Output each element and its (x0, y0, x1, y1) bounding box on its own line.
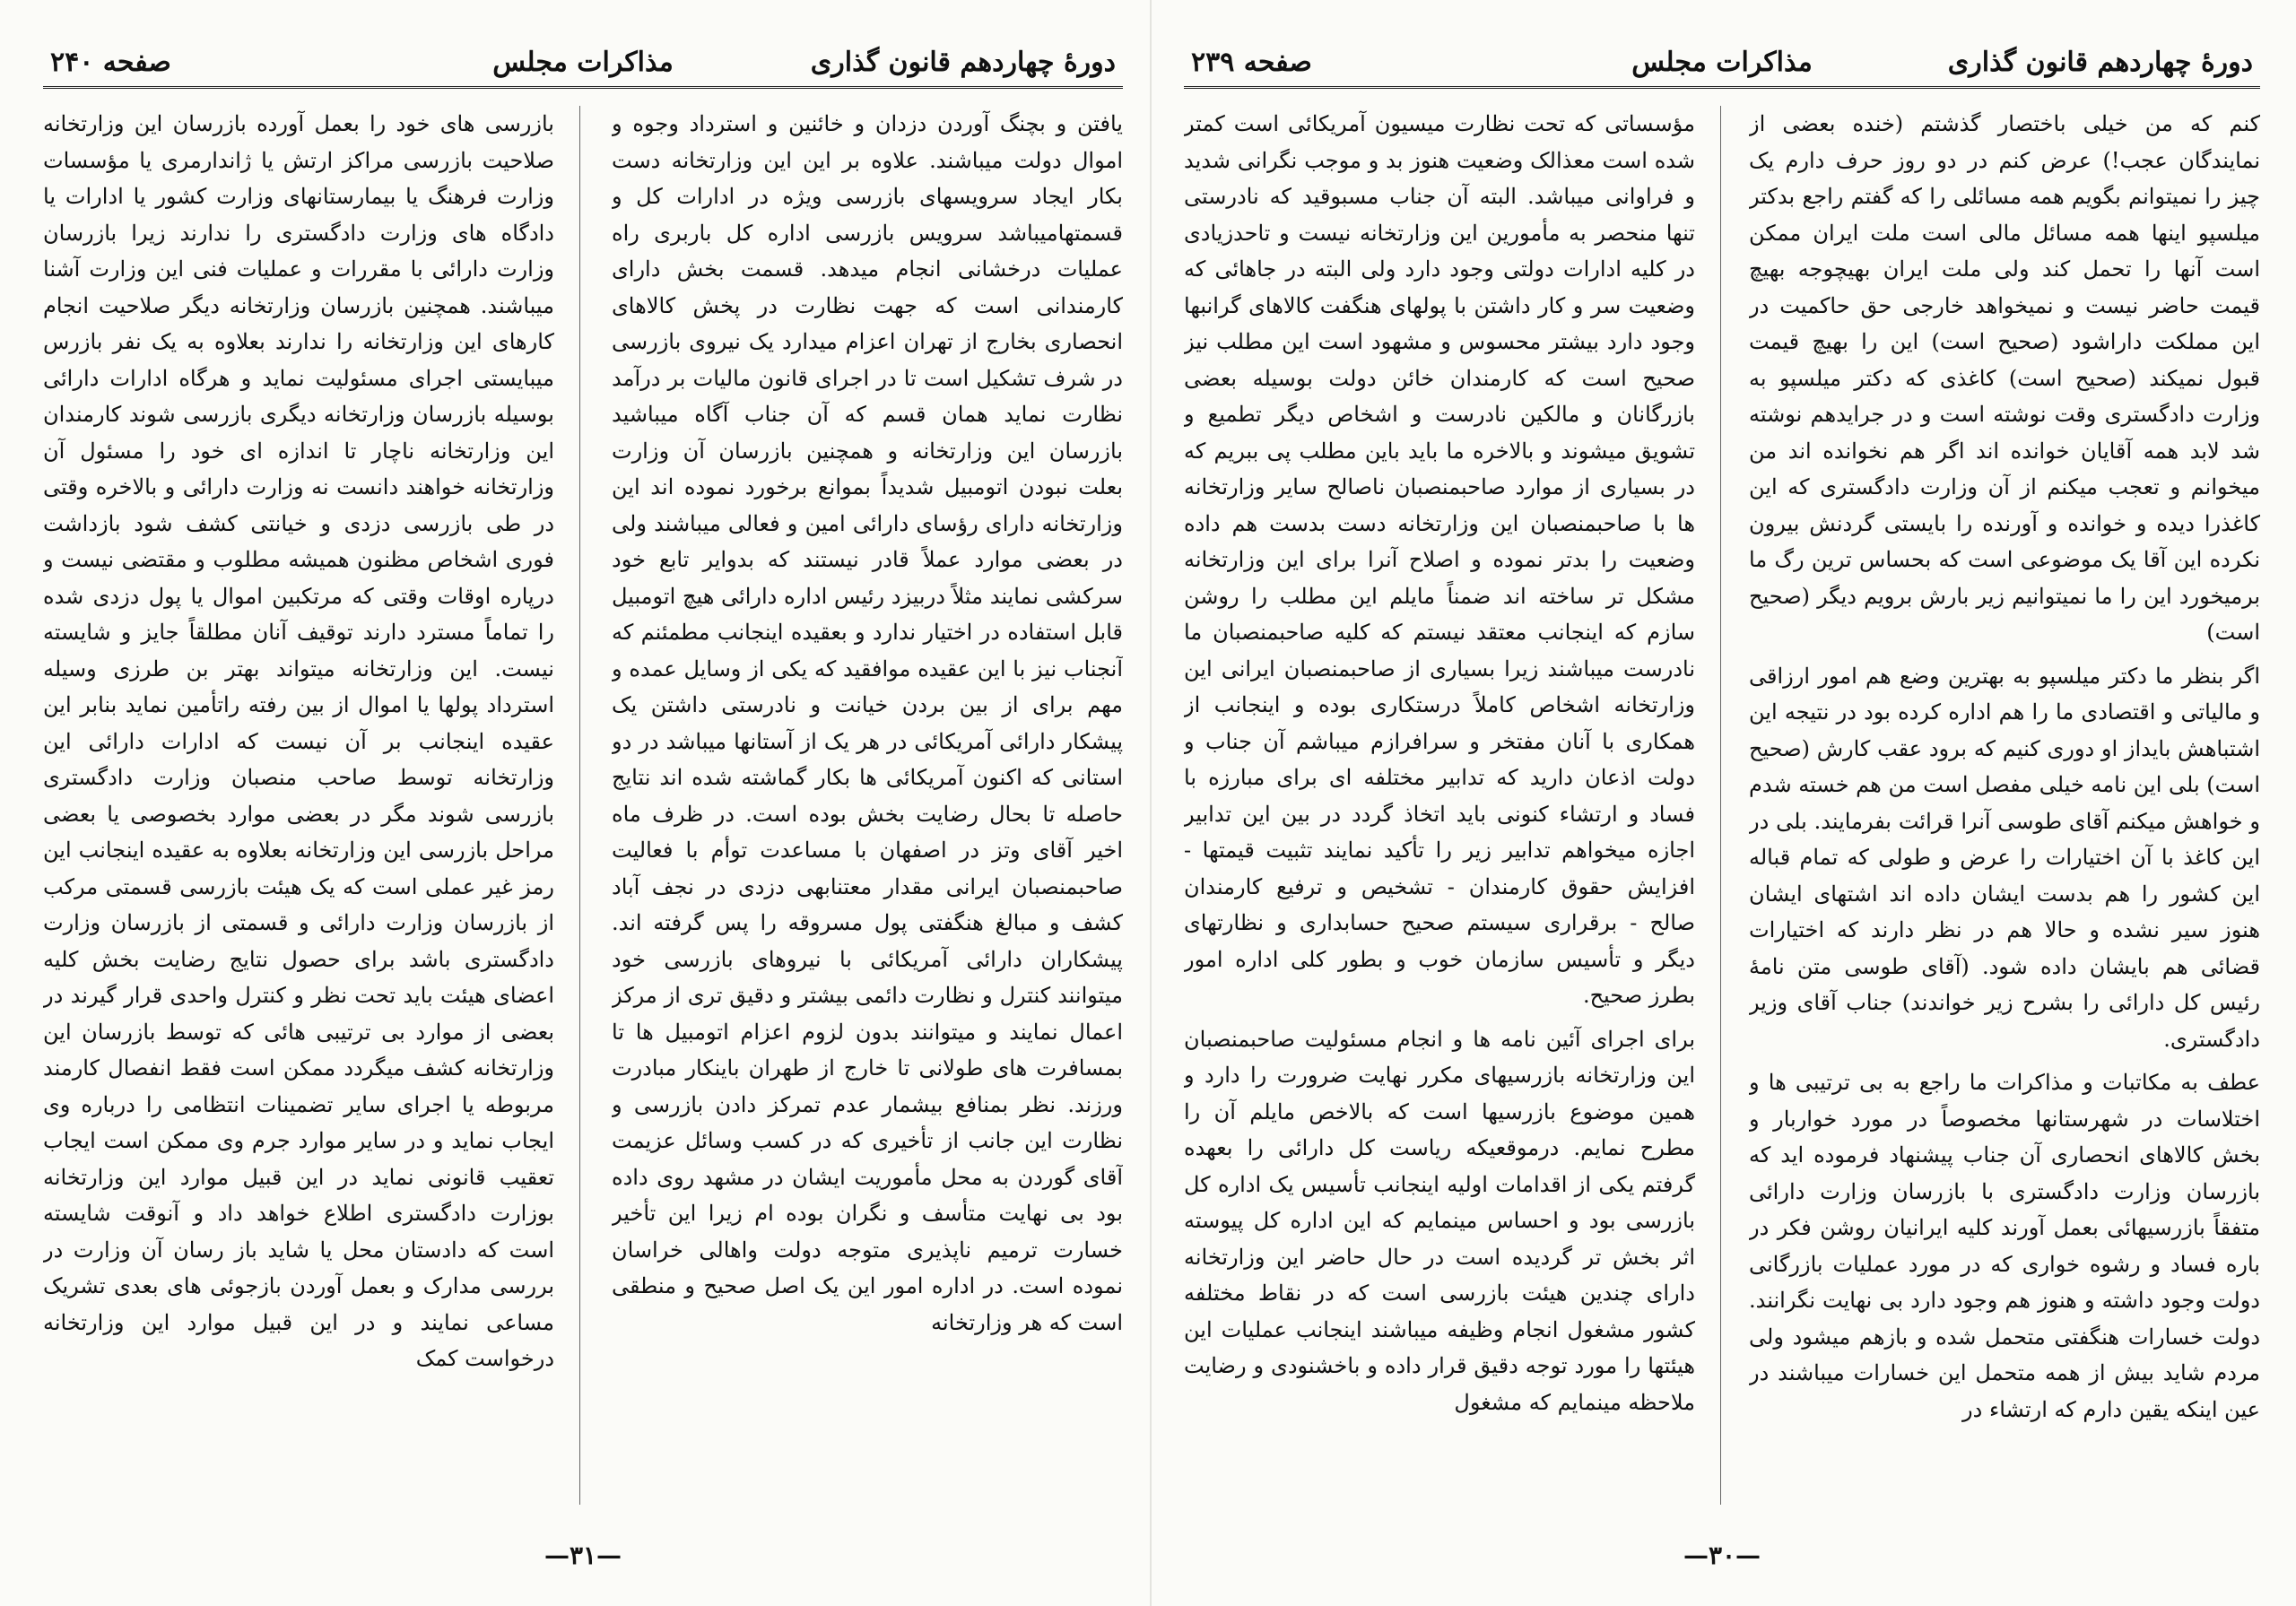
section-title: مذاکرات مجلس (1631, 47, 1813, 78)
binding-gutter (1150, 0, 1152, 1606)
column-left (43, 106, 554, 1505)
column-divider (1720, 106, 1721, 1505)
page-label: صفحه ۲۴۰ (50, 47, 171, 78)
page-label: صفحه ۲۳۹ (1191, 47, 1312, 78)
page-number: —۳۱— (544, 1541, 622, 1570)
column-divider (579, 106, 580, 1505)
paragraph: مؤسساتی که تحت نظارت میسیون آمریکائی است کمتر شده است معذالک وضعیت هنوز بد و موجب نگرانی شدید و فراوانی میباشد. البته آن جناب مسبوقید که نادرستی تنها منحصر به مأمورین این وزارتخانه نیست و تاحدزیادی در کلیه ادارات دولتی وجود دارد ولی البته در جاهائی که وضعیت سر و کار داشتن با پولهای هنگفت کالاهای گرانبها وجود دارد بیشتر محسوس و مشهود است این مطلب نیز صحیح است که کارمندان خائن دولت بوسیله بعضی بازرگانان و مالکین نادرست و اشخاص دیگر تطمیع و تشویق میشوند و بالاخره ما باید باین مطلب پی ببریم که در بسیاری از موارد صاحبمنصبان ناصالح سایر وزارتخانه ها با صاحبمنصبان این وزارتخانه دست بدست هم داده وضعیت را بدتر نموده و اصلاح آنرا برای این وزارتخانه مشکل تر ساخته اند ضمناً مایلم این مطلب را روشن سازم که اینجانب معتقد نیستم که کلیه صاحبمنصبان ما نادرست میباشند زیرا بسیاری از صاحبمنصبان ایرانی این وزارتخانه اشخاص کاملاً درستکاری بوده و اینجانب از همکاری با آنان مفتخر و سرافرازم میباشم آن جناب و دولت اذعان دارید که تدابیر مختلفه ای برای مبارزه با فساد و ارتشاء کنونی باید اتخاذ گردد در بین این تدابیر اجازه میخواهم تدابیر زیر را تأکید نمایند تثبیت قیمتها - افزایش حقوق کارمندان - تشخیص و ترفیع کارمندان صالح - برقراری سیستم صحیح حسابداری و نظارتهای دیگر و تأسیس سازمان خوب و بطور کلی اداره امور بطرز صحیح. (1184, 111, 1695, 1008)
paragraph: بازرسی های خود را بعمل آورده بازرسان این وزارتخانه صلاحیت بازرسی مراکز ارتش یا ژاندارمری یا مؤسسات وزارت فرهنگ یا بیمارستانهای وزارت کشور یا ادارات یا دادگاه های وزارت دادگستری را ندارند زیرا بازرسان وزارت دارائی با مقررات و عملیات فنی این وزارت آشنا میباشند. همچنین بازرسان وزارتخانه دیگر صلاحیت انجام کارهای این وزارتخانه را ندارند بعلاوه به یک نفر بازرس میبایستی اجرای مسئولیت نماید و هرگاه ادارات دارائی بوسیله بازرسان وزارتخانه دیگری بازرسی شوند کارمندان این وزارتخانه ناچار تا اندازه ای خود را مسئول آن وزارتخانه خواهند دانست نه وزارت دارائی و بالاخره وقتی در طی بازرسی دزدی و خیانتی کشف شود بازداشت فوری اشخاص مظنون همیشه مطلوب و مقتضی نیست و درپاره اوقات وقتی که مرتکبین اموال یا پول دزدی شده را تماماً مسترد دارند توقیف آنان مطلقاً جایز و شایسته نیست. این وزارتخانه میتواند بهتر بن طرزی وسیله استرداد پولها یا اموال از بین رفته راتأمین نماید بنابر این عقیده اینجانب بر آن نیست که ادارات دارائی این وزارتخانه توسط صاحب منصبان وزارت دادگستری بازرسی شوند مگر در بعضی موارد بخصوصی یا بعضی مراحل بازرسی این وزارتخانه بعلاوه به عقیده اینجانب این رمز غیر عملی است که یک هیئت بازرسی قسمتی مرکب از بازرسان وزارت دارائی و قسمتی از بازرسان وزارت دادگستری باشد برای حصول نتایج رضایت بخش کلیه اعضای هیئت باید تحت نظر و کنترل واحدی قرار گیرند در بعضی از موارد بی ترتیبی هائی که توسط بازرسان این وزارتخانه کشف میگردد ممکن است فقط انفصال کارمند مربوطه یا اجرای سایر تضمینات انتظامی را درباره وی ایجاب نماید و در سایر موارد جرم وی ممکن است ایجاب تعقیب قانونی نماید در این قبیل موارد این وزارتخانه بوزارت دادگستری اطلاع خواهد داد و آنوقت شایسته است که دادستان محل یا شاید باز رسان آن وزارت در بررسی مدارک و بعمل آوردن بازجوئی های بعدی تشریک مساعی نمایند و در این قبیل موارد این وزارتخانه درخواست کمک (43, 111, 554, 1371)
paragraph: یافتن و بچنگ آوردن دزدان و خائنین و استرداد وجوه و اموال دولت میباشند. علاوه بر این این وزارتخانه دست بکار ایجاد سرویسهای بازرسی ویژه در ادارات کل و قسمتهامیباشد سرویس بازرسی اداره کل باربری راه عملیات درخشانی انجام میدهد. قسمت بخش دارای کارمندانی است که جهت نظارت در پخش کالاهای انحصاری بخارج از تهران اعزام میدارد یک نیروی بازرسی در شرف تشکیل است تا در اجرای قانون مالیات بر درآمد نظارت نماید همان قسم که آن جناب آگاه میباشید بازرسان این وزارتخانه و همچنین بازرسان آن وزارت بعلت نبودن اتومبیل شدیداً بموانع برخورد نموده اند این وزارتخانه دارای رؤسای دارائی امین و فعالی میباشند ولی در بعضی موارد عملاً قادر نیستند که بدوایر تابع خود سرکشی نمایند مثلاً دربیزد رئیس اداره دارائی هیچ اتومبیل قابل استفاده در اختیار ندارد و بعقیده اینجانب مطمئنم که آنجناب نیز با این عقیده موافقید که یکی از وسایل عمده و مهم برای از بین بردن خیانت و نادرستی داشتن یک پیشکار دارائی آمریکائی در هر یک از آستانها میباشد در دو استانی که اکنون آمریکائی ها بکار گماشته شده اند نتایج حاصله تا بحال رضایت بخش بوده است. در ظرف ماه اخیر آقای وتز در اصفهان با مساعدت توأم با فعالیت صاحبمنصبان ایرانی مقدار معتنابهی دزدی در نجف آباد کشف و مبالغ هنگفتی پول مسروقه را پس گرفته اند. پیشکاران دارائی آمریکائی با نیروهای بازرسی خود میتوانند کنترل و نظارت دائمی بیشتر و دقیق تری از مرکز اعمال نمایند و میتوانند بدون لزوم اعزام اتومبیل ها تا بمسافرت های طولانی تا خارج از طهران باینکار مبادرت ورزند. نظر بمنافع بیشمار عدم تمرکز دادن بازرسی و نظارت این جانب از تأخیری که در کسب وسائل عزیمت آقای گوردن به محل مأموریت ایشان در مشهد روی داده بود بی نهایت متأسف و نگران بوده ام زیرا این تأخیر خسارت ترمیم ناپذیری متوجه دولت واهالی خراسان نموده است. در اداره امور این یک اصل صحیح و منطقی است که هر وزارتخانه (612, 111, 1123, 1335)
running-head (43, 36, 1123, 90)
column-right (1749, 106, 2260, 1505)
session-series: دورهٔ چهاردهم قانون گذاری (810, 47, 1116, 78)
header-rule (1184, 86, 2260, 89)
paragraph: عطف به مکاتبات و مذاکرات ما راجع به بی ترتیبی ها و اختلاسات در شهرستانها مخصوصاً در مورد خواربار و بخش کالاهای انحصاری آن جناب پیشنهاد فرموده اید که بازرسان وزارت دادگستری با بازرسان وزارت دارائی متفقاً بازرسیهائی بعمل آورند کلیه ایرانیان روشن فکر در باره فساد و رشوه خواری که در مورد عملیات بازرگانی دولت وجود داشته و هنوز هم وجود دارد بی نهایت نگرانند. دولت خسارات هنگفتی متحمل شده و بازهم میشود ولی مردم شاید بیش از همه متحمل این خسارات میباشند در عین اینکه یقین دارم که ارتشاء در (1749, 1070, 2260, 1422)
header-rule (43, 86, 1123, 89)
page-240 (43, 16, 1123, 1590)
column-right (612, 106, 1123, 1505)
text-columns (1184, 106, 2260, 1505)
page-number: —۳۰— (1683, 1541, 1761, 1570)
column-left (1184, 106, 1695, 1505)
running-head (1184, 36, 2260, 90)
text-columns (43, 106, 1123, 1505)
paragraph: اگر بنظر ما دکتر میلسپو به بهترین وضع هم امور ارزاقی و مالیاتی و اقتصادی ما را هم اداره کرده بود در نتیجه این اشتباهش بایداز او دوری کنیم که برود عقب کارش (صحیح است) بلی این نامه خیلی مفصل است من هم خسته شدم و خواهش میکنم آقای طوسی آنرا قرائت بفرمایند. بلی در این کاغذ با آن اختیارات را عرض و طولی که تمام قباله این کشور را هم بدست ایشان داده اند اشتهای ایشان هنوز سیر نشده و حالا هم در نظر دارند که اختیارات قضائی هم بایشان داده شود. (آقای طوسی متن نامهٔ رئیس کل دارائی را بشرح زیر خواندند) جناب آقای وزیر دادگستری. (1749, 663, 2260, 1052)
session-series: دورهٔ چهاردهم قانون گذاری (1947, 47, 2253, 78)
paragraph: کنم که من خیلی باختصار گذشتم (خنده بعضی از نمایندگان عجب!) عرض کنم در دو روز حرف دارم یک چیز را نمیتوانم بگویم همه مسائلی را که گفتم راجع بدکتر میلسپو اینها همه مسائل مالی است ملت ایران ممکن است آنها را تحمل کند ولی ملت ایران بهیچوجه بهیچ قیمت حاضر نیست و نمیخواهد خارجی حق حاکمیت در این مملکت داراشود (صحیح است) این را بهیچ قیمت قبول نمیکند (صحیح است) کاغذی که دکتر میلسپو به وزارت دادگستری وقت نوشته است و در جرایدهم نوشته شد لابد همه آقایان خوانده اند اگر هم نخوانده اند من میخوانم و تعجب میکنم از آن وزارت دادگستری که این کاغذرا دیده و خوانده و آورنده را بایستی گردنش بیرون نکرده این آقا یک موضوعی است که بحساس ترین رگ ما برمیخورد این را ما نمیتوانیم زیر بارش برویم دیگر (صحیح است) (1749, 111, 2260, 645)
paragraph: برای اجرای آئین نامه ها و انجام مسئولیت صاحبمنصبان این وزارتخانه بازرسیهای مکرر نهایت ضرورت را دارد و همین موضوع بازرسیها است که بالاخص مایلم آن را مطرح نمایم. درموقعیکه ریاست کل دارائی را بعهده گرفتم یکی از اقدامات اولیه اینجانب تأسیس یک اداره کل بازرسی بود و احساس مینمایم که این اداره کل پیوسته اثر بخش تر گردیده است در حال حاضر این وزارتخانه دارای چندین هیئت بازرسی است که در نقاط مختلفه کشور مشغول انجام وظیفه میباشند اینجانب عملیات این هیئتها را مورد توجه دقیق قرار داده و باخشنودی و رضایت ملاحظه مینمایم که مشغول (1184, 1026, 1695, 1415)
page-239 (1184, 16, 2260, 1590)
section-title: مذاکرات مجلس (492, 47, 674, 78)
